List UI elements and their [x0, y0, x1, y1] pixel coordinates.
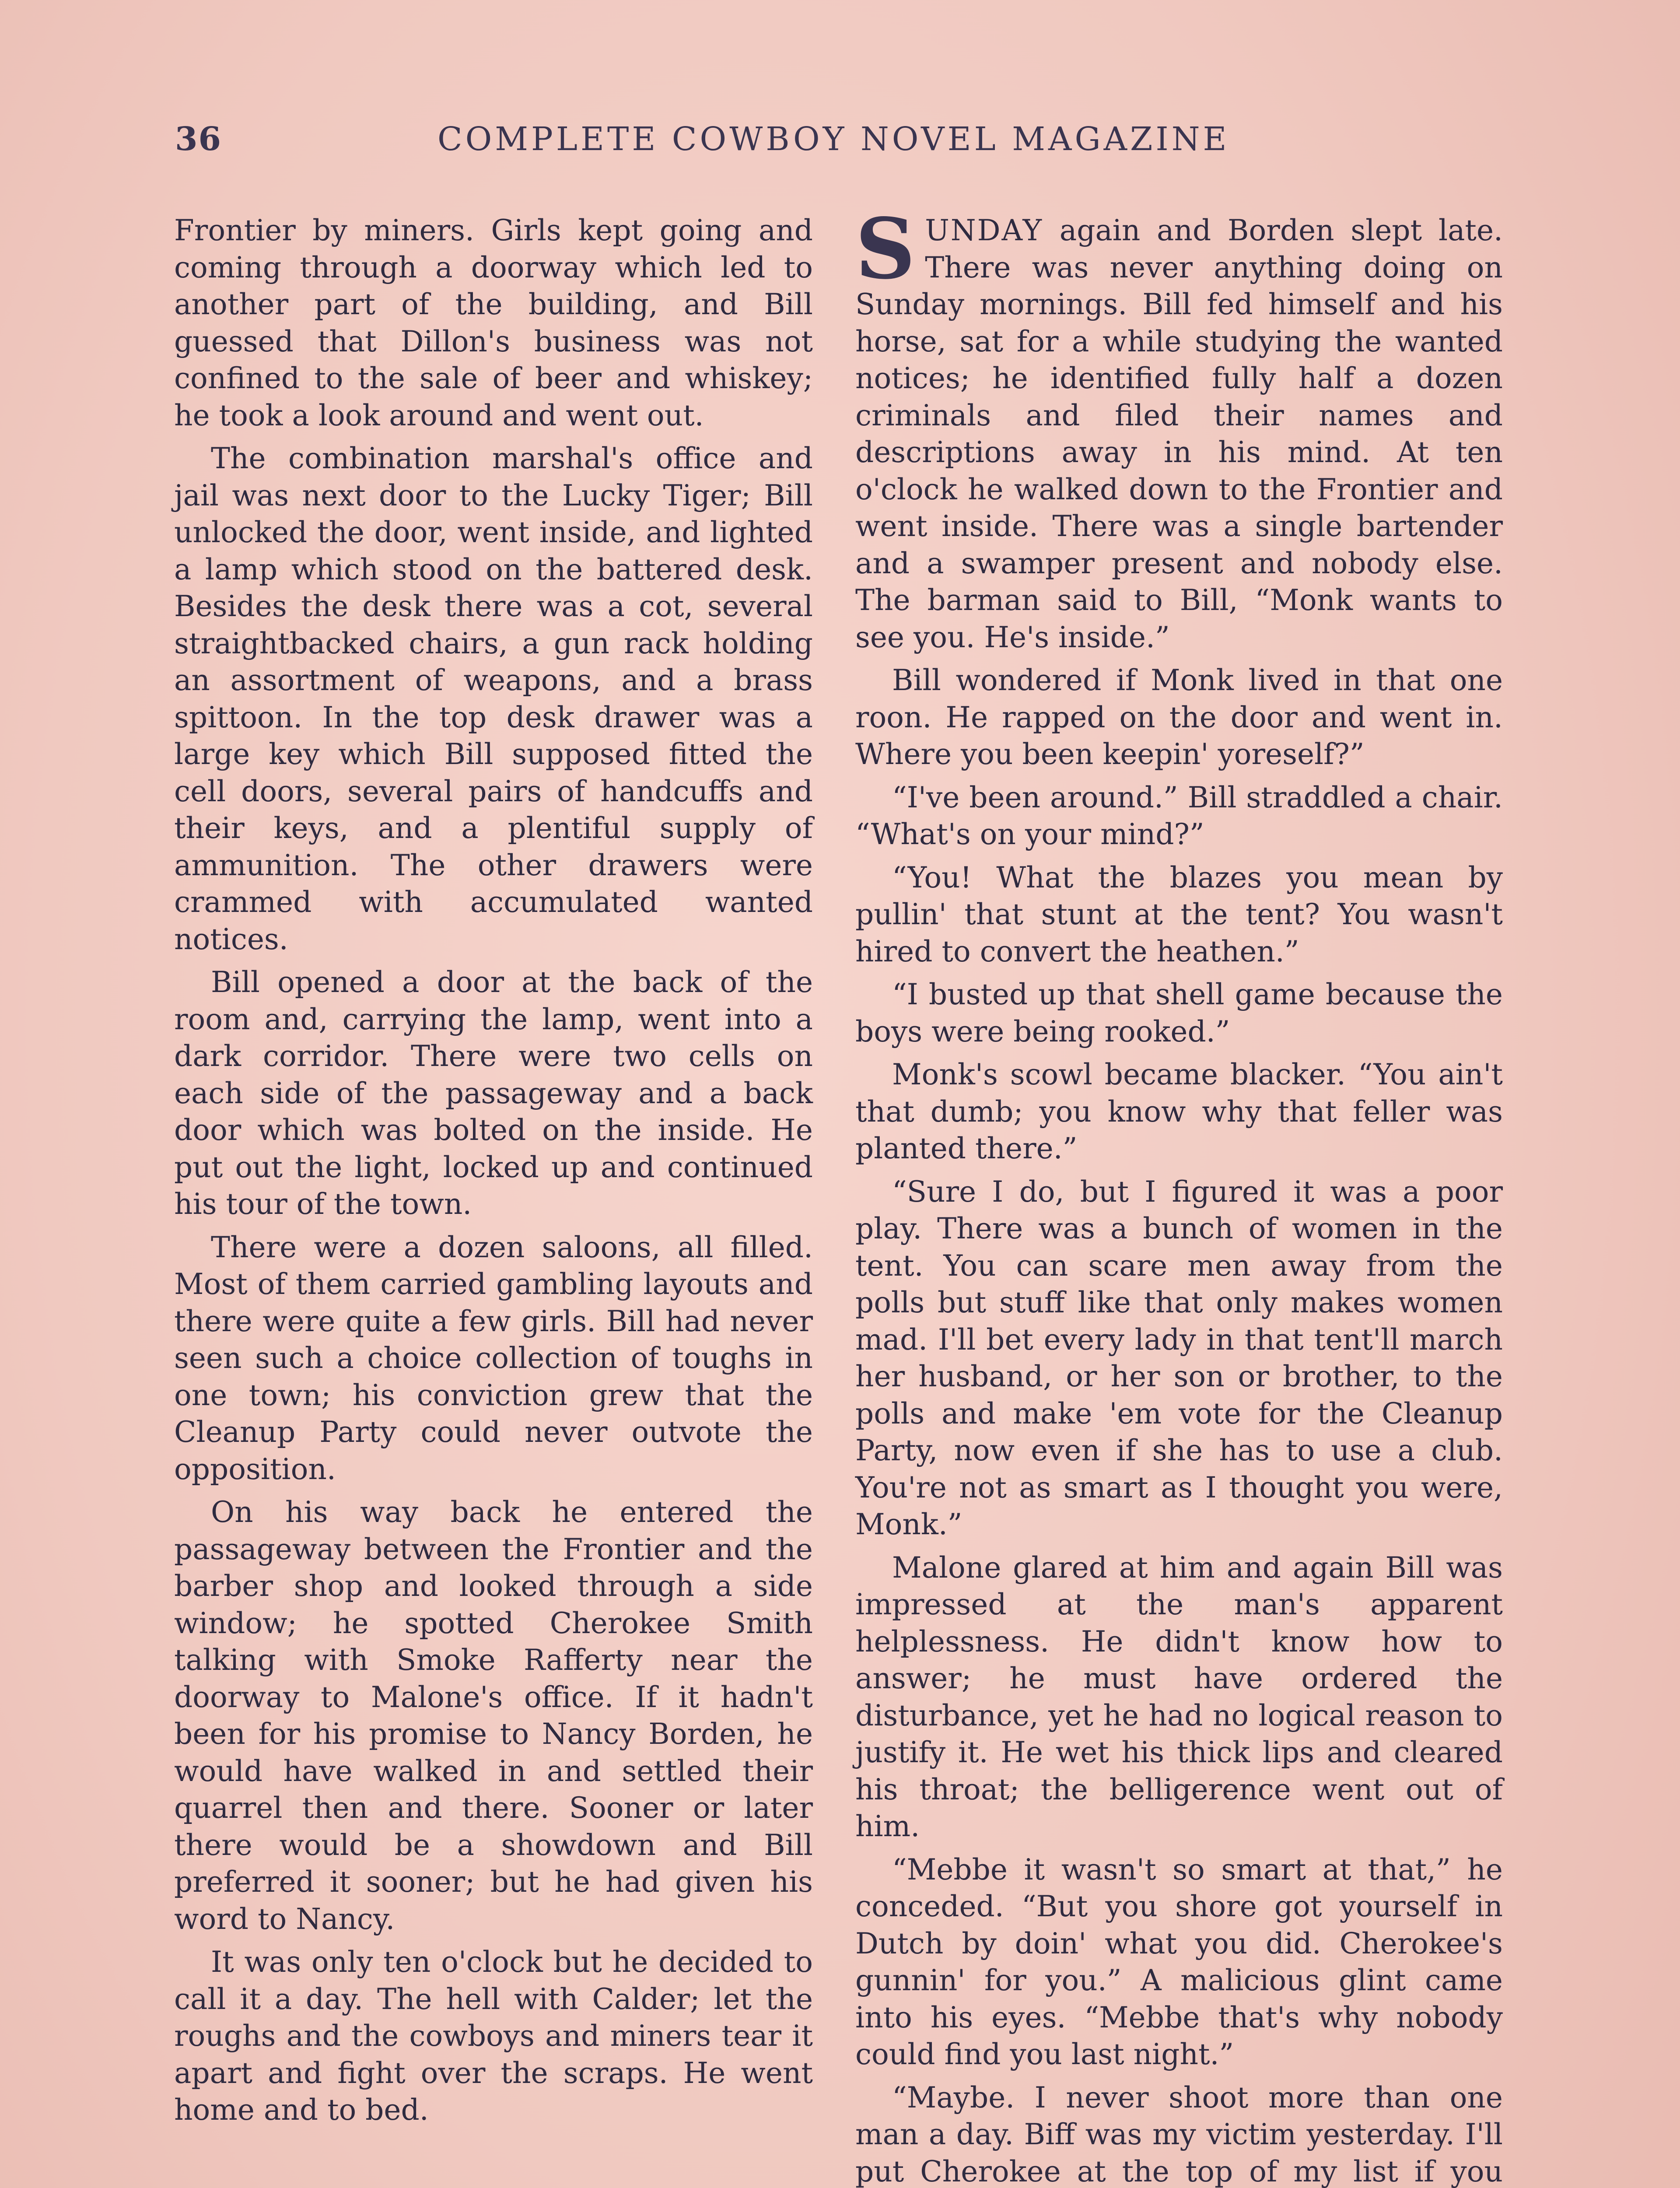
opening-text: again and Borden slept late. There was never anything doing on Sunday mornings. Bill fed himself and his horse, sat for a while studying the wanted notices; he identified fully half a dozen criminals and filed their names and descriptions away in his mind. At ten o'clock he walked down to the Frontier and went inside. There was a single bartender and a swamper present and nobody else. The barman said to Bill, “Monk wants to see you. He's inside.”: [855, 214, 1503, 654]
paragraph: “Mebbe it wasn't so smart at that,” he conceded. “But you shore got yourself in Dutch by doin' what you did. Cherokee's gunnin' for you.” A malicious glint came into his eyes. “Mebbe that's why nobody could find you last night.”: [855, 1852, 1503, 2071]
left-text-column: [174, 212, 813, 2135]
page-header: [175, 120, 1444, 173]
paragraph: “I've been around.” Bill straddled a chair. “What's on your mind?”: [855, 780, 1503, 851]
paragraph: Malone glared at him and again Bill was impressed at the man's apparent helplessness. He didn't know how to answer; he must have ordered the disturbance, yet he had no logical reason to justify it. He wet his thick lips and cleared his throat; the belligerence went out of him.: [855, 1550, 1503, 1843]
paragraph: “Maybe. I never shoot more than one man a day. Biff was my victim yesterday. I'll put Cherokee at the top of my list if you: [855, 2080, 1503, 2188]
magazine-title: COMPLETE COWBOY NOVEL MAGAZINE: [438, 120, 1230, 158]
page-number: 36: [175, 120, 222, 158]
opening-small-caps: UNDAY: [925, 214, 1043, 247]
paragraph: Frontier by miners. Girls kept going and coming through a doorway which led to another part of the building, and Bill guessed that Dillon's business was not confined to the sale of beer and whiskey; he took a look around and went out.: [174, 214, 813, 432]
paragraph: On his way back he entered the passageway between the Frontier and the barber shop and looked through a side window; he spotted Cherokee Smith talking with Smoke Rafferty near the doorway to Malone's office. If it hadn't been for his promise to Nancy Borden, he would have walked in and settled their quarrel then and there. Sooner or later there would be a showdown and Bill preferred it sooner; but he had given his word to Nancy.: [174, 1495, 813, 1936]
paragraph: It was only ten o'clock but he decided to call it a day. The hell with Calder; let the roughs and the cowboys and miners tear it apart and fight over the scraps. He went home and to bed.: [174, 1945, 813, 2127]
paragraph: Bill opened a door at the back of the room and, carrying the lamp, went into a dark corridor. There were two cells on each side of the passageway and a back door which was bolted on the inside. He put out the light, locked up and continued his tour of the town.: [174, 965, 813, 1221]
paragraph: The combination marshal's office and jail was next door to the Lucky Tiger; Bill unlocked the door, went inside, and lighted a lamp which stood on the battered desk. Besides the desk there was a cot, several straightbacked chairs, a gun rack holding an assortment of weapons, and a brass spittoon. In the top desk drawer was a large key which Bill supposed fitted the cell doors, several pairs of handcuffs and their keys, and a plentiful supply of ammunition. The other drawers were crammed with accumulated wanted notices.: [174, 442, 813, 956]
right-text-column: [855, 200, 1503, 2188]
paragraph: Bill wondered if Monk lived in that one roon. He rapped on the door and went in. Where you been keepin' yoreself?”: [855, 663, 1503, 771]
paragraph: “Sure I do, but I figured it was a poor play. There was a bunch of women in the tent. You can scare men away from the polls but stuff like that only makes women mad. I'll bet every lady in that tent'll march her husband, or her son or brother, to the polls and make 'em vote for the Cleanup Party, now even if she has to use a club. You're not as smart as I thought you were, Monk.”: [855, 1175, 1503, 1541]
paragraph: “I busted up that shell game because the boys were being rooked.”: [855, 978, 1503, 1048]
opening-paragraph: [855, 200, 1503, 656]
paragraph: Monk's scowl became blacker. “You ain't that dumb; you know why that feller was planted there.”: [855, 1058, 1503, 1165]
paragraph: There were a dozen saloons, all filled. Most of them carried gambling layouts and there were quite a few girls. Bill had never seen such a choice collection of toughs in one town; his conviction grew that the Cleanup Party could never outvote the opposition.: [174, 1230, 813, 1486]
drop-cap-letter: S: [855, 200, 916, 298]
paragraph: “You! What the blazes you mean by pullin' that stunt at the tent? You wasn't hired to convert the heathen.”: [855, 860, 1503, 968]
